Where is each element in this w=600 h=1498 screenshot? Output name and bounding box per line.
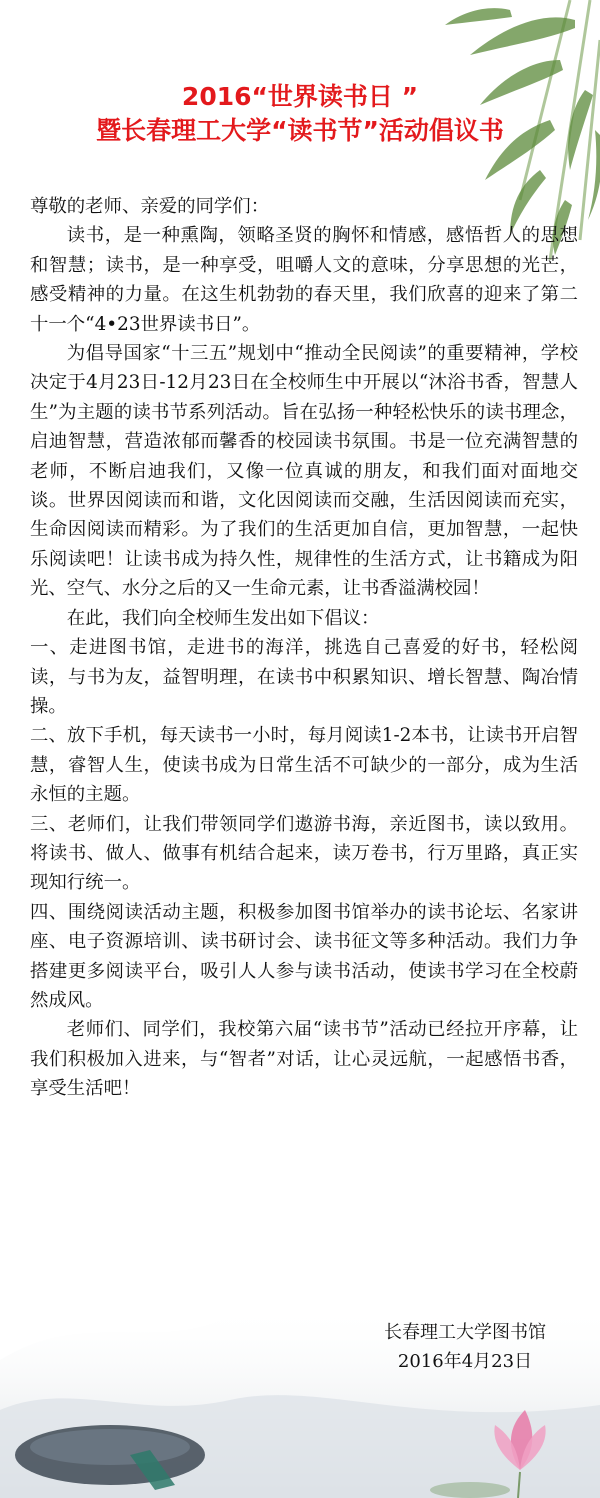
signature-date: 2016年4月23日 [397,1351,533,1372]
signature-organization: 长春理工大学图书馆 [384,1322,546,1343]
poster-title [0,80,600,148]
signature-block [360,1318,570,1376]
paragraph-intro: 读书，是一种熏陶，领略圣贤的胸怀和情感，感悟哲人的思想和智慧；读书，是一种享受，咀嚼人文的意味，分享思想的光芒，感受精神的力量。在这生机勃勃的春天里，我们欣喜的迎来了第二十一个“4•23世界读书日”。 [30,225,578,335]
paragraph-purpose: 为倡导国家“十三五”规划中“推动全民阅读”的重要精神，学校决定于4月23日-12月23日在全校师生中开展以“沐浴书香，智慧人生”为主题的读书节系列活动。旨在弘扬一种轻松快乐的读书理念，启迪智慧，营造浓郁而馨香的校园读书氛围。书是一位充满智慧的老师，不断启迪我们，又像一位真诚的朋友，和我们面对面地交谈。世界因阅读而和谐，文化因阅读而交融，生活因阅读而充实，生命因阅读而精彩。为了我们的生活更加自信，更加智慧，一起快乐阅读吧！让读书成为持久性，规律性的生活方式，让书籍成为阳光、空气、水分之后的又一生命元素，让书香溢满校园！ [30,343,578,600]
proposal-item-4: 四、围绕阅读活动主题，积极参加图书馆举办的读书论坛、名家讲座、电子资源培训、读书研讨会、读书征文等多种活动。我们力争搭建更多阅读平台，吸引人人参与读书活动，使读书学习在全校蔚然成风。 [30,901,578,1011]
salutation: 尊敬的老师、亲爱的同学们： [30,196,270,217]
proposal-item-3: 三、老师们，让我们带领同学们遨游书海，亲近图书，读以致用。将读书、做人、做事有机结合起来，读万卷书，行万里路，真正实现知行统一。 [30,813,578,894]
proposal-item-1: 一、走进图书馆，走进书的海洋，挑选自己喜爱的好书，轻松阅读，与书为友，益智明理，在读书中积累知识、增长智慧、陶冶情操。 [30,637,578,717]
paragraph-call: 在此，我们向全校师生发出如下倡议： [66,607,380,629]
proposal-body [30,192,578,1104]
title-line-1: 2016“世界读书日 ” [181,82,419,111]
proposal-item-2: 二、放下手机，每天读书一小时，每月阅读1-2本书，让读书开启智慧，睿智人生，使读书成为日常生活不可缺少的一部分，成为生活永恒的主题。 [30,725,578,806]
paragraph-closing: 老师们、同学们，我校第六届“读书节”活动已经拉开序幕，让我们积极加入进来，与“智者”对话，让心灵远航，一起感悟书香，享受生活吧！ [30,1019,578,1100]
title-line-2: 暨长春理工大学“读书节”活动倡议书 [96,116,504,145]
